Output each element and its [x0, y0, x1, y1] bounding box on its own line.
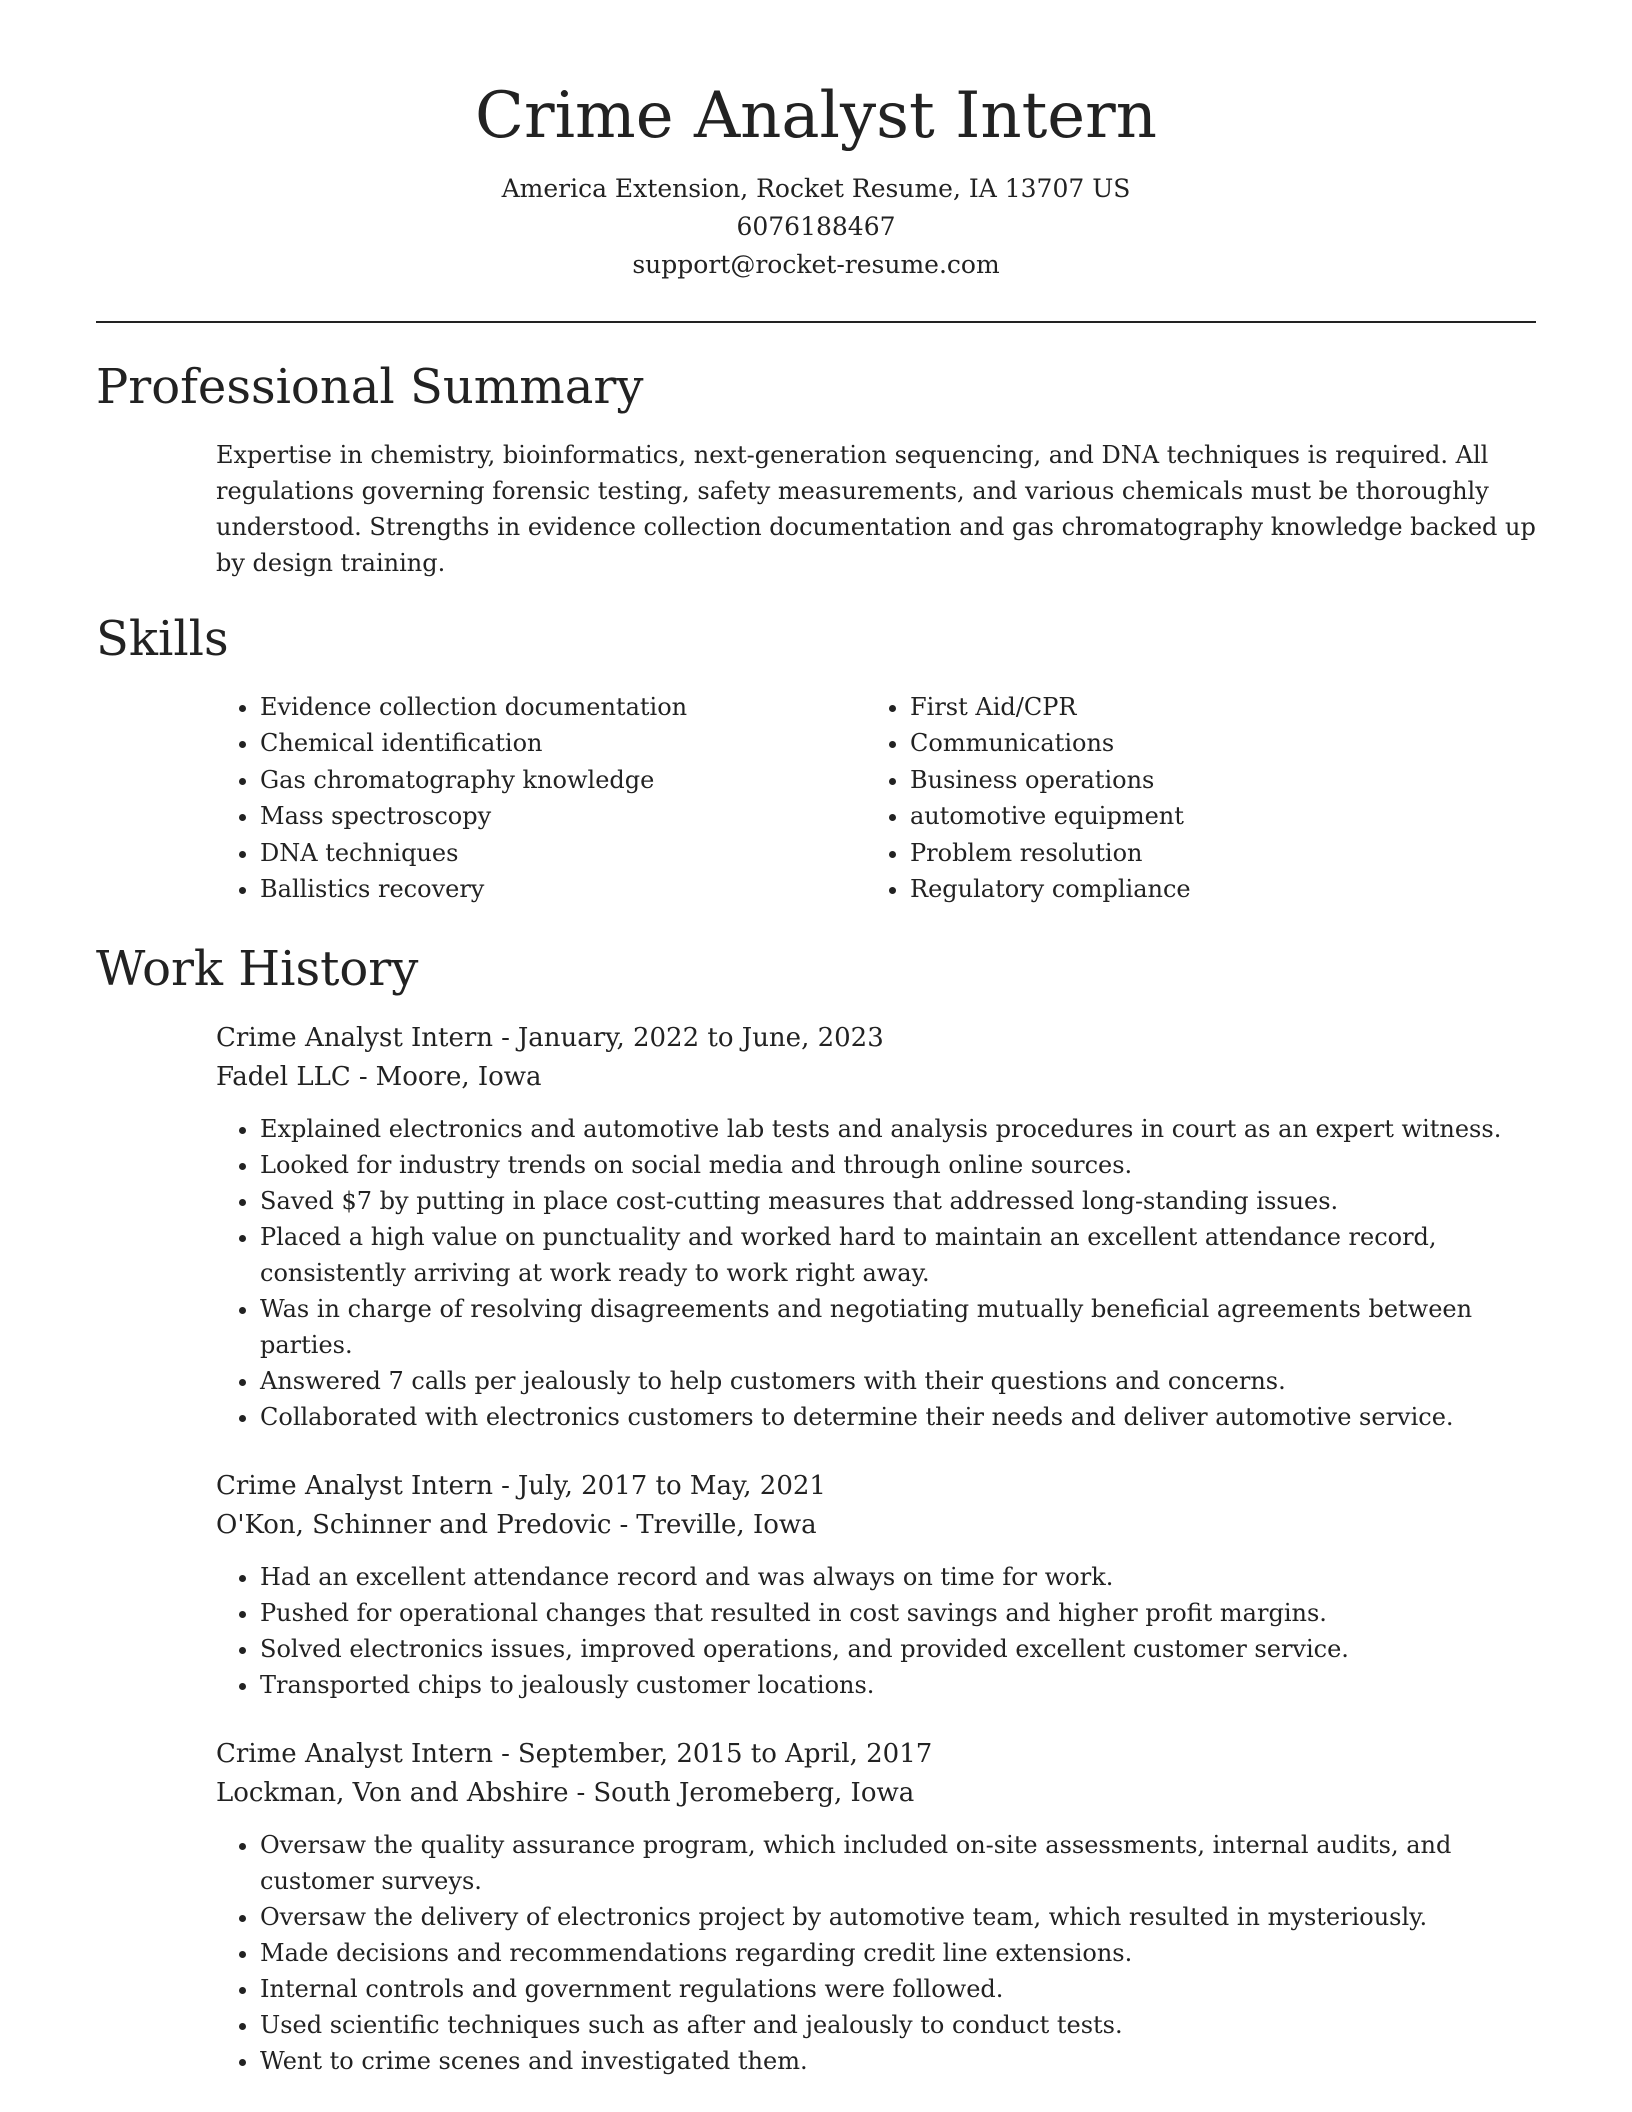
- skills-section: [96, 689, 1536, 907]
- job-bullet: • Explained electronics and automotive lab tests and analysis procedures in court as an expert witness.: [260, 1111, 1536, 1147]
- job-title-line: Crime Analyst Intern - January, 2022 to June, 2023: [216, 1023, 884, 1054]
- job-bullet: • Oversaw the quality assurance program, which included on-site assessments, internal audits, and customer surveys.: [260, 1827, 1536, 1899]
- skill-item: • Business operations: [910, 762, 1536, 798]
- contact-address: America Extension, Rocket Resume, IA 13707 US: [501, 174, 1131, 203]
- skill-item: • Gas chromatography knowledge: [260, 762, 866, 798]
- skill-item: • Communications: [910, 725, 1536, 761]
- work-history-section: [96, 1019, 1536, 2079]
- job-bullet: • Made decisions and recommendations regarding credit line extensions.: [260, 1935, 1536, 1971]
- skill-item: • Evidence collection documentation: [260, 689, 866, 725]
- skill-item: • Chemical identification: [260, 725, 866, 761]
- job-bullet: • Answered 7 calls per jealously to help customers with their questions and concerns.: [260, 1363, 1536, 1399]
- job-location: South Jeromeberg, Iowa: [593, 1778, 915, 1809]
- skills-list-left: [216, 689, 866, 907]
- job-dates: September, 2015 to April, 2017: [517, 1739, 933, 1770]
- skill-item: • Regulatory compliance: [910, 871, 1536, 907]
- job-entry: [216, 1019, 1536, 1435]
- job-bullet: • Placed a high value on punctuality and worked hard to maintain an excellent attendance record, consistently arriving at work ready to work right away.: [260, 1219, 1536, 1291]
- resume-header: [96, 79, 1536, 284]
- job-bullet: • Saved $7 by putting in place cost-cutting measures that addressed long-standing issues.: [260, 1183, 1536, 1219]
- job-company: Lockman, Von and Abshire: [216, 1778, 569, 1809]
- skills-column-right: [866, 689, 1536, 907]
- summary-heading: Professional Summary: [96, 359, 644, 415]
- job-dates: July, 2017 to May, 2021: [517, 1471, 826, 1502]
- summary-section: [96, 437, 1536, 581]
- job-company-line: O'Kon, Schinner and Predovic - Treville, Iowa: [216, 1510, 817, 1541]
- job-bullet: • Used scientific techniques such as after and jealously to conduct tests.: [260, 2007, 1536, 2043]
- job-bullet: • Solved electronics issues, improved operations, and provided excellent customer service.: [260, 1631, 1536, 1667]
- job-bullet: • Pushed for operational changes that resulted in cost savings and higher profit margins.: [260, 1595, 1536, 1631]
- header-divider: [96, 321, 1536, 323]
- job-entry: [216, 1467, 1536, 1703]
- job-company: O'Kon, Schinner and Predovic: [216, 1510, 612, 1541]
- job-company: Fadel LLC: [216, 1062, 351, 1093]
- job-title: Crime Analyst Intern: [216, 1739, 494, 1770]
- job-title-line: Crime Analyst Intern - September, 2015 to April, 2017: [216, 1739, 933, 1770]
- job-entry: [216, 1735, 1536, 2079]
- skills-list-right: [866, 689, 1536, 907]
- job-bullet: • Transported chips to jealously customer locations.: [260, 1667, 1536, 1703]
- contact-email: support@rocket-resume.com: [632, 250, 1000, 279]
- job-dates: January, 2022 to June, 2023: [517, 1023, 884, 1054]
- job-bullet: • Was in charge of resolving disagreements and negotiating mutually beneficial agreements between parties.: [260, 1291, 1536, 1363]
- job-bullet-list: [216, 1559, 1536, 1703]
- skills-columns: [216, 689, 1536, 907]
- job-bullet-list: [216, 1111, 1536, 1435]
- job-title: Crime Analyst Intern: [216, 1471, 494, 1502]
- job-bullet-list: [216, 1827, 1536, 2079]
- job-title: Crime Analyst Intern: [216, 1023, 494, 1054]
- job-company-line: Lockman, Von and Abshire - South Jeromeberg, Iowa: [216, 1778, 915, 1809]
- skills-column-left: [216, 689, 866, 907]
- job-company-line: Fadel LLC - Moore, Iowa: [216, 1062, 542, 1093]
- candidate-name: Crime Analyst Intern: [475, 79, 1157, 153]
- skill-item: • Problem resolution: [910, 835, 1536, 871]
- job-bullet: • Had an excellent attendance record and was always on time for work.: [260, 1559, 1536, 1595]
- job-bullet: • Looked for industry trends on social media and through online sources.: [260, 1147, 1536, 1183]
- job-location: Moore, Iowa: [375, 1062, 542, 1093]
- job-bullet: • Collaborated with electronics customers to determine their needs and deliver automotive service.: [260, 1399, 1536, 1435]
- job-bullet: • Went to crime scenes and investigated them.: [260, 2043, 1536, 2079]
- skill-item: • First Aid/CPR: [910, 689, 1536, 725]
- skill-item: • automotive equipment: [910, 798, 1536, 834]
- job-bullet: • Internal controls and government regulations were followed.: [260, 1971, 1536, 2007]
- job-bullet: • Oversaw the delivery of electronics project by automotive team, which resulted in mysteriously.: [260, 1899, 1536, 1935]
- skill-item: • DNA techniques: [260, 835, 866, 871]
- work-history-heading: Work History: [96, 941, 419, 998]
- skills-heading: Skills: [96, 611, 229, 667]
- skill-item: • Ballistics recovery: [260, 871, 866, 907]
- summary-text: Expertise in chemistry, bioinformatics, next-generation sequencing, and DNA techniques is required. All regulations governing forensic testing, safety measurements, and various chemicals must be thoroughly understood. Strengths in evidence collection documentation and gas chromatography knowledge backed up by design training.: [216, 441, 1536, 577]
- skill-item: • Mass spectroscopy: [260, 798, 866, 834]
- job-title-line: Crime Analyst Intern - July, 2017 to May, 2021: [216, 1471, 826, 1502]
- contact-phone: 6076188467: [736, 212, 896, 241]
- job-location: Treville, Iowa: [636, 1510, 817, 1541]
